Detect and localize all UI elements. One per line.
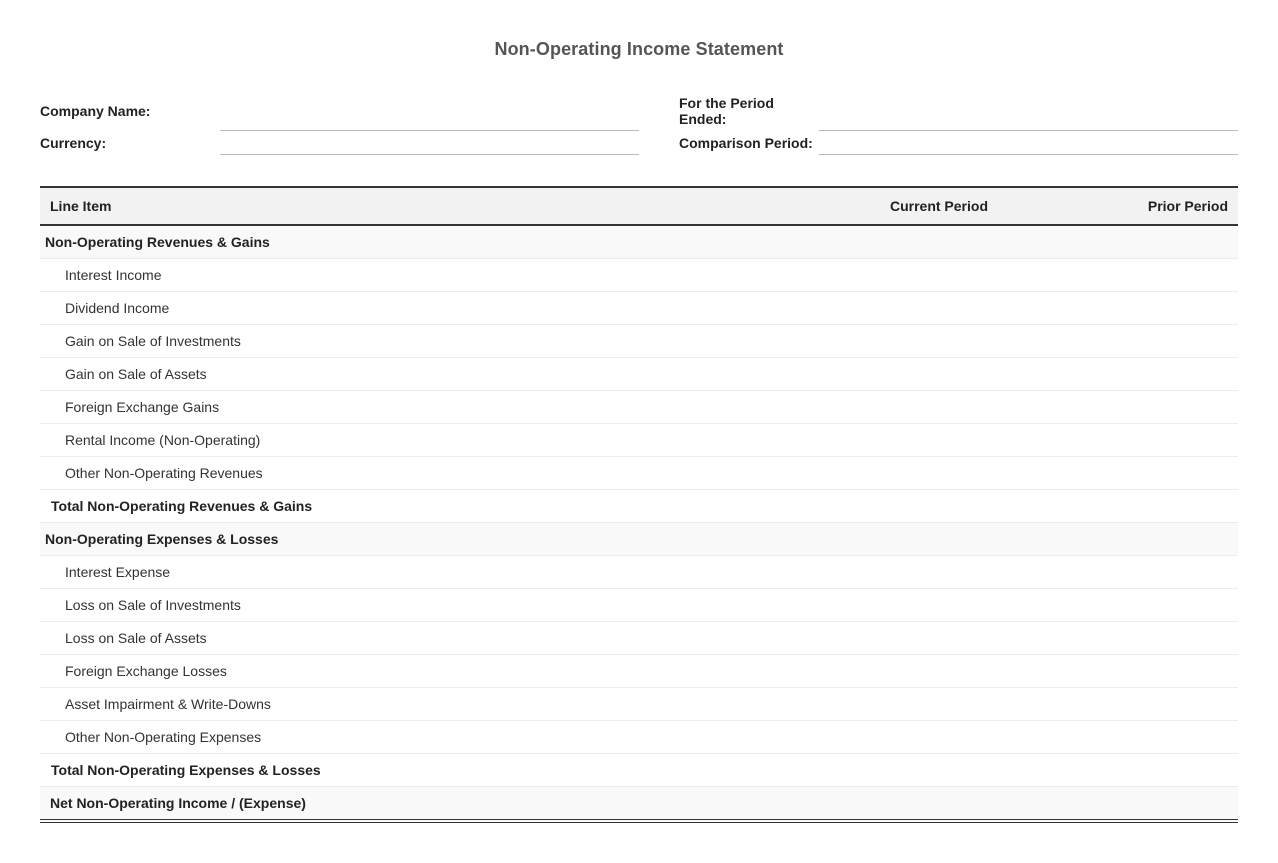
current-period-cell[interactable] bbox=[758, 688, 998, 721]
table-row bbox=[40, 358, 1238, 391]
prior-period-cell[interactable] bbox=[998, 556, 1238, 589]
comparison-period-label: Comparison Period: bbox=[679, 135, 813, 151]
line-item-label: Foreign Exchange Losses bbox=[40, 655, 758, 688]
table-row bbox=[40, 556, 1238, 589]
company-name-label: Company Name: bbox=[40, 103, 151, 119]
current-period-cell[interactable] bbox=[758, 721, 998, 754]
table-row bbox=[40, 622, 1238, 655]
page-title: Non-Operating Income Statement bbox=[494, 39, 784, 59]
section-header-row bbox=[40, 523, 1238, 556]
prior-period-cell[interactable] bbox=[998, 325, 1238, 358]
current-period-cell[interactable] bbox=[758, 358, 998, 391]
current-period-cell[interactable] bbox=[758, 457, 998, 490]
current-period-cell[interactable] bbox=[758, 490, 998, 523]
prior-period-cell[interactable] bbox=[998, 292, 1238, 325]
line-item-label: Total Non-Operating Expenses & Losses bbox=[40, 754, 758, 787]
column-header-prior-period: Prior Period bbox=[1147, 198, 1228, 214]
current-period-cell[interactable] bbox=[758, 655, 998, 688]
prior-period-cell[interactable] bbox=[998, 490, 1238, 523]
prior-period-cell[interactable] bbox=[998, 754, 1238, 787]
period-ended-label-line2: Ended: bbox=[679, 111, 727, 127]
line-item-label: Gain on Sale of Assets bbox=[40, 358, 758, 391]
current-period-cell[interactable] bbox=[758, 556, 998, 589]
prior-period-cell[interactable] bbox=[998, 358, 1238, 391]
currency-label: Currency: bbox=[40, 135, 107, 151]
line-item-label: Interest Expense bbox=[40, 556, 758, 589]
current-period-cell[interactable] bbox=[758, 523, 998, 556]
current-period-cell[interactable] bbox=[758, 325, 998, 358]
line-item-label: Rental Income (Non-Operating) bbox=[40, 424, 758, 457]
table-row bbox=[40, 424, 1238, 457]
table-row bbox=[40, 688, 1238, 721]
column-header-current-period: Current Period bbox=[889, 198, 988, 214]
prior-period-cell[interactable] bbox=[998, 787, 1238, 822]
prior-period-cell[interactable] bbox=[998, 721, 1238, 754]
prior-period-cell[interactable] bbox=[998, 589, 1238, 622]
period-ended-field[interactable] bbox=[819, 130, 1238, 131]
prior-period-cell[interactable] bbox=[998, 688, 1238, 721]
income-statement-table bbox=[40, 186, 1238, 823]
current-period-cell[interactable] bbox=[758, 589, 998, 622]
period-ended-label bbox=[679, 95, 774, 127]
prior-period-cell[interactable] bbox=[998, 424, 1238, 457]
current-period-cell[interactable] bbox=[758, 259, 998, 292]
line-item-label: Foreign Exchange Gains bbox=[40, 391, 758, 424]
table-body bbox=[40, 225, 1238, 821]
currency-field[interactable] bbox=[220, 154, 639, 155]
current-period-cell[interactable] bbox=[758, 225, 998, 259]
table-header-row bbox=[40, 187, 1238, 225]
current-period-cell[interactable] bbox=[758, 391, 998, 424]
comparison-period-field[interactable] bbox=[819, 154, 1238, 155]
section-header-row bbox=[40, 225, 1238, 259]
net-total-row bbox=[40, 787, 1238, 822]
prior-period-cell[interactable] bbox=[998, 225, 1238, 259]
line-item-label: Loss on Sale of Investments bbox=[40, 589, 758, 622]
line-item-label: Other Non-Operating Revenues bbox=[40, 457, 758, 490]
prior-period-cell[interactable] bbox=[998, 622, 1238, 655]
prior-period-cell[interactable] bbox=[998, 457, 1238, 490]
total-row bbox=[40, 754, 1238, 787]
table-row bbox=[40, 589, 1238, 622]
line-item-label: Asset Impairment & Write-Downs bbox=[40, 688, 758, 721]
table-row bbox=[40, 325, 1238, 358]
prior-period-cell[interactable] bbox=[998, 259, 1238, 292]
period-ended-label-line1: For the Period bbox=[679, 95, 774, 111]
company-name-field[interactable] bbox=[220, 130, 639, 131]
line-item-label: Non-Operating Expenses & Losses bbox=[40, 523, 758, 556]
prior-period-cell[interactable] bbox=[998, 523, 1238, 556]
table-row bbox=[40, 655, 1238, 688]
table-row bbox=[40, 457, 1238, 490]
line-item-label: Gain on Sale of Investments bbox=[40, 325, 758, 358]
line-item-label: Total Non-Operating Revenues & Gains bbox=[40, 490, 758, 523]
line-item-label: Net Non-Operating Income / (Expense) bbox=[40, 787, 758, 822]
table-row bbox=[40, 721, 1238, 754]
line-item-label: Interest Income bbox=[40, 259, 758, 292]
column-header-line-item: Line Item bbox=[50, 198, 112, 214]
line-item-label: Dividend Income bbox=[40, 292, 758, 325]
line-item-label: Loss on Sale of Assets bbox=[40, 622, 758, 655]
table-row bbox=[40, 391, 1238, 424]
table-row bbox=[40, 292, 1238, 325]
table-row bbox=[40, 259, 1238, 292]
line-item-label: Other Non-Operating Expenses bbox=[40, 721, 758, 754]
prior-period-cell[interactable] bbox=[998, 655, 1238, 688]
current-period-cell[interactable] bbox=[758, 754, 998, 787]
prior-period-cell[interactable] bbox=[998, 391, 1238, 424]
current-period-cell[interactable] bbox=[758, 787, 998, 822]
total-row bbox=[40, 490, 1238, 523]
current-period-cell[interactable] bbox=[758, 292, 998, 325]
current-period-cell[interactable] bbox=[758, 622, 998, 655]
current-period-cell[interactable] bbox=[758, 424, 998, 457]
line-item-label: Non-Operating Revenues & Gains bbox=[40, 225, 758, 259]
